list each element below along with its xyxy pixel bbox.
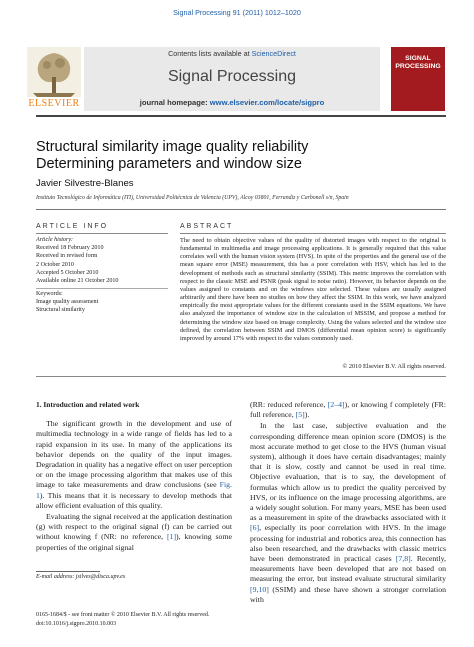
sciencedirect-link[interactable]: ScienceDirect <box>251 49 296 58</box>
history-item: Received 18 February 2010 <box>36 245 104 252</box>
article-info-divider <box>36 233 168 234</box>
abstract-divider <box>180 233 446 234</box>
keywords <box>36 290 170 315</box>
article-history <box>36 236 170 285</box>
figure-reference-link[interactable]: Fig. 1 <box>36 480 232 500</box>
section-heading: 1. Introduction and related work <box>36 400 140 409</box>
body-paragraph <box>250 400 446 420</box>
author-email-footnote: E-mail address: jsilves@disca.upv.es <box>36 574 126 580</box>
history-item: 2 October 2010 <box>36 261 74 268</box>
history-item: Available online 21 October 2010 <box>36 278 119 285</box>
body-column-right <box>250 400 446 606</box>
abstract-text: The need to obtain objective values of the quality of distorted images with respect to the original is fundamental in multimedia and image processing applications. It is generally required that this value correlates well with the human vision system (HVS). In spite of the properties and the general use of the mean square error (MSE) measurement, this has a poor correlation with HSV, which has led to the development of methods such as structural similarity (SSIM). This metric improves the correlation with respect to the classic MSE and PSNR (peak signal to noise ratio). However, its behavior depends on the values assigned to constants and on the windows size selected. These values are usually assigned arbitrarily and there have been no studies on how they affect the SSIM. In this work, we have analyzed empirically the most appropriate values for the different constants used in the SSIM equations. We have also analyzed the importance of window size in the calculation of MSSIM, and propose a method for determining the window size based on image complexity. Using the values selected and the window size defined, the correlation between SSIM and DMOS (differential mean opinion score) is significantly improved by around 17% with respect to the values commonly used. <box>180 237 446 342</box>
history-item: Accepted 5 October 2010 <box>36 269 99 276</box>
cover-title: SIGNAL PROCESSING <box>395 55 441 70</box>
text-run: ). <box>304 410 310 420</box>
text-run: , especially its poor correlation with HVS. In the image processing for industrial and robotics area, this connection has also been researched, and the drawbacks with classic metrics have been demonstrated in practical cases <box>250 523 446 564</box>
history-item: Received in revised form <box>36 253 98 260</box>
elsevier-wordmark: ELSEVIER <box>28 98 80 109</box>
citation-link[interactable]: [9,10] <box>250 584 269 594</box>
text-run: (RR: reduced reference, <box>250 400 328 409</box>
abstract-bottom-divider <box>36 376 446 377</box>
journal-citation: Signal Processing 91 (2011) 1012–1020 <box>173 8 301 17</box>
body-paragraph <box>36 512 232 553</box>
journal-homepage-link[interactable]: www.elsevier.com/locate/sigpro <box>209 98 325 107</box>
title-divider <box>36 209 446 210</box>
body-paragraph <box>36 419 232 511</box>
contents-prefix: Contents lists available at <box>168 49 252 58</box>
doi-line: doi:10.1016/j.sigpro.2010.10.003 <box>36 621 117 627</box>
text-run: . Recently, measurements have been developed that are not based on measuring the error, but instead evaluate structural similarity <box>250 554 446 584</box>
issn-line: 0165-1684/$ - see front matter © 2010 Elsevier B.V. All rights reserved. <box>36 612 210 618</box>
author-name: Javier Silvestre-Blanes <box>36 178 134 189</box>
citation-link[interactable]: [7,8] <box>395 554 411 564</box>
abstract-heading: ABSTRACT <box>180 223 234 230</box>
citation-link[interactable]: [5] <box>295 410 305 420</box>
citation-link[interactable]: [6] <box>250 523 260 533</box>
journal-homepage-line <box>84 98 380 107</box>
homepage-prefix: journal homepage: <box>139 98 210 107</box>
text-run: Evaluating the signal received at the application destination (g) with respect to the original signal (f) can be carried out without knowing f (NR: no reference, <box>36 512 232 542</box>
citation-link[interactable]: [1] <box>166 532 177 542</box>
keywords-label: Keywords: <box>36 291 63 297</box>
body-column-left <box>36 400 232 554</box>
keyword-item: Image quality assessment <box>36 299 99 306</box>
keyword-item: Structural similarity <box>36 307 85 314</box>
text-run: ), knowing some properties of the original signal <box>36 532 232 552</box>
article-title-line1: Structural similarity image quality reliability <box>36 139 309 155</box>
contents-available-line <box>84 49 380 58</box>
text-run: ), or knowing f completely (FR: full reference, <box>250 400 446 420</box>
footnote-divider <box>36 571 100 572</box>
body-paragraph <box>250 421 446 605</box>
article-info-heading: ARTICLE INFO <box>36 223 109 230</box>
text-run: In the last case, subjective evaluation and the corresponding difference mean opinion score (DMOS) is the most accurate method to get close to the HVS (human visual system), although it does have certain disadvantages; mainly that it is slow, costly and cannot be used in real time. Objective evaluation, that is to say, the development of formulas which allow us to predict the quality perceived by HVS, or its influence on the image processing algorithms, are a widely sought solution. For many years, MSE has been used as a measurement in spite of the drawbacks associated with it <box>250 421 446 523</box>
article-title-line2: Determining parameters and window size <box>36 156 302 172</box>
citation-link[interactable]: [2–4] <box>327 400 345 409</box>
text-run: The significant growth in the development and use of multimedia technology in a wide range of fields has led to a rapid expansion in its use. In many of the applications its behavior depends on the quality of the input images. Degradation in quality has a negative effect on user perception or on the image processing algorithm that makes use of this image to take measurements and draw conclusions (see <box>36 419 232 490</box>
history-label: Article history: <box>36 237 74 243</box>
article-title <box>36 139 456 173</box>
keywords-divider <box>36 288 168 289</box>
header-divider <box>36 115 446 117</box>
copyright-line: © 2010 Elsevier B.V. All rights reserved. <box>342 363 446 370</box>
journal-title: Signal Processing <box>167 68 297 85</box>
text-run: (SSIM) and these have shown a stronger correlation with <box>250 584 446 604</box>
text-run: ). This means that it is necessary to develop methods that allow efficient evaluation of this quality. <box>36 490 232 510</box>
author-affiliation: Instituto Tecnológico de Informática (ITI), Universidad Politécnica de Valencia (UPV), Alcoy 03801, Ferrandiz y Carbonell s/n, Spain <box>36 195 349 201</box>
